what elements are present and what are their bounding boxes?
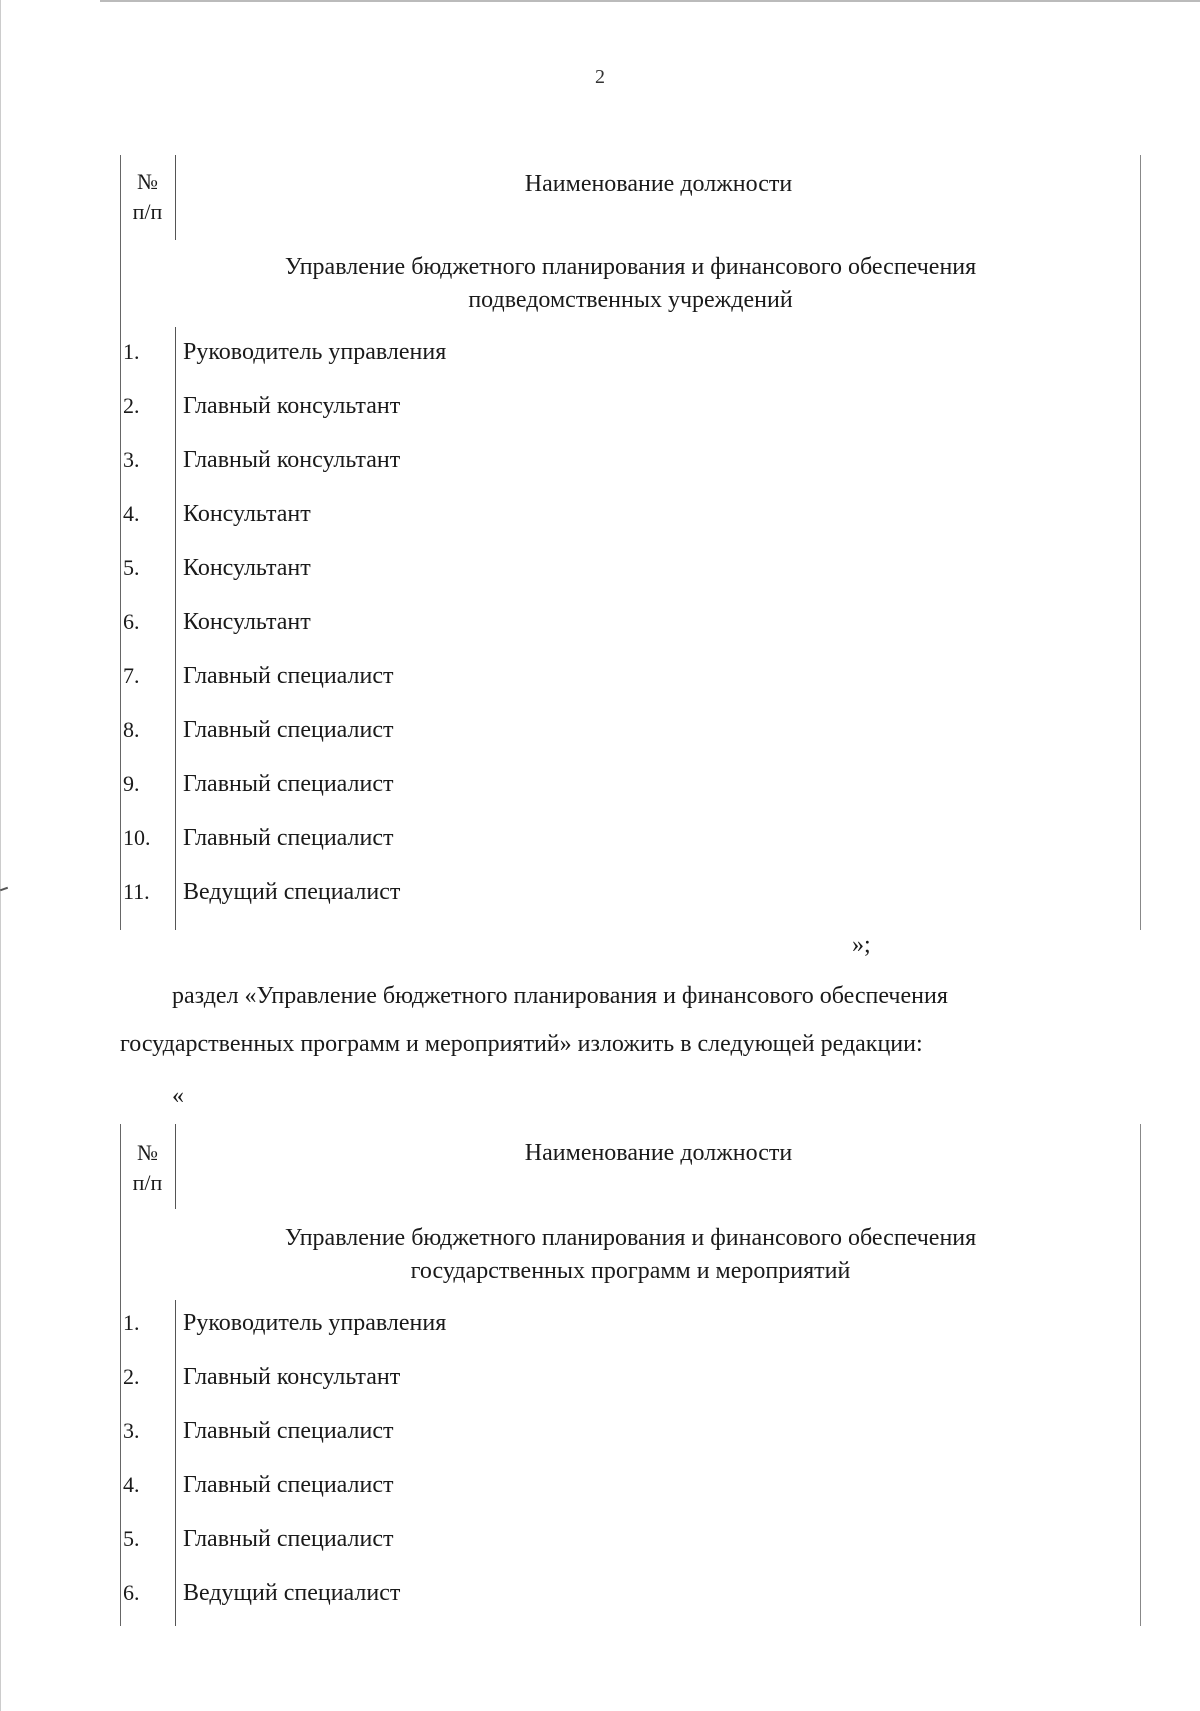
table-row	[120, 335, 1141, 389]
table-row	[120, 443, 1141, 497]
table-row	[120, 389, 1141, 443]
row-number: 9.	[123, 771, 140, 796]
position-name: Главный специалист	[183, 1526, 394, 1552]
department-title-line: государственных программ и мероприятий	[410, 1258, 851, 1284]
position-name: Главный специалист	[183, 771, 394, 797]
row-number: 2.	[123, 1364, 140, 1389]
table-row	[120, 713, 1141, 767]
table-row	[120, 1414, 1141, 1468]
position-name: Руководитель управления	[183, 339, 447, 365]
department-title-line: Управление бюджетного планирования и финансового обеспечения	[284, 254, 977, 280]
position-name: Главный специалист	[183, 1418, 394, 1444]
position-name: Главный консультант	[183, 1364, 401, 1390]
opening-quote: «	[172, 1083, 184, 1109]
position-name: Ведущий специалист	[183, 879, 401, 905]
table-row	[120, 1306, 1141, 1360]
row-number: 2.	[123, 393, 140, 418]
positions-table-2	[120, 1124, 1141, 1626]
row-number: 3.	[123, 447, 140, 472]
department-title-line: подведомственных учреждений	[468, 287, 793, 313]
position-name: Ведущий специалист	[183, 1580, 401, 1606]
table-row	[120, 659, 1141, 713]
page-number: 2	[595, 66, 605, 88]
column-header-title: Наименование должности	[524, 171, 793, 197]
table-row	[120, 875, 1141, 929]
table-row	[120, 551, 1141, 605]
row-number: 5.	[123, 1526, 140, 1551]
row-number: 5.	[123, 555, 140, 580]
row-number: 11.	[123, 879, 150, 904]
position-name: Консультант	[183, 609, 311, 635]
position-name: Консультант	[183, 555, 311, 581]
amendment-paragraph	[120, 972, 1125, 1068]
paragraph-line: государственных программ и мероприятий» изложить в следующей редакции:	[120, 1031, 923, 1057]
table-row	[120, 1468, 1141, 1522]
row-number: 6.	[123, 1580, 140, 1605]
row-number: 4.	[123, 1472, 140, 1497]
row-number: 7.	[123, 663, 140, 688]
table-row	[120, 1576, 1141, 1630]
paragraph-text: раздел «Управление бюджетного планирования и финансового обеспечения	[172, 983, 948, 1009]
positions-table-1	[120, 155, 1141, 930]
position-name: Главный специалист	[183, 1472, 394, 1498]
number-abbrev: п/п	[132, 1170, 163, 1195]
row-number: 3.	[123, 1418, 140, 1443]
table-row	[120, 497, 1141, 551]
row-number: 1.	[123, 1310, 140, 1335]
table-row	[120, 605, 1141, 659]
table-row	[120, 1360, 1141, 1414]
number-sign: №	[137, 1140, 158, 1165]
department-title	[120, 1222, 1141, 1288]
position-name: Главный консультант	[183, 447, 401, 473]
column-header-title: Наименование должности	[524, 1140, 793, 1166]
column-header-number	[120, 167, 175, 227]
table-row	[120, 1522, 1141, 1576]
number-sign: №	[137, 169, 158, 194]
scan-border	[0, 0, 1, 1711]
row-number: 4.	[123, 501, 140, 526]
scan-mark	[0, 887, 8, 892]
position-name: Главный специалист	[183, 663, 394, 689]
table-row	[120, 767, 1141, 821]
column-header-number	[120, 1138, 175, 1198]
position-name: Главный специалист	[183, 717, 394, 743]
paragraph-line	[120, 972, 1125, 1020]
closing-quote: »;	[852, 932, 871, 958]
department-title-line: Управление бюджетного планирования и финансового обеспечения	[284, 1225, 977, 1251]
row-number: 6.	[123, 609, 140, 634]
position-name: Руководитель управления	[183, 1310, 447, 1336]
position-name: Главный специалист	[183, 825, 394, 851]
row-number: 10.	[123, 825, 151, 850]
position-name: Консультант	[183, 501, 311, 527]
number-abbrev: п/п	[132, 199, 163, 224]
table-row	[120, 821, 1141, 875]
row-number: 1.	[123, 339, 140, 364]
position-name: Главный консультант	[183, 393, 401, 419]
scan-border	[100, 0, 1200, 2]
row-number: 8.	[123, 717, 140, 742]
department-title	[120, 251, 1141, 317]
